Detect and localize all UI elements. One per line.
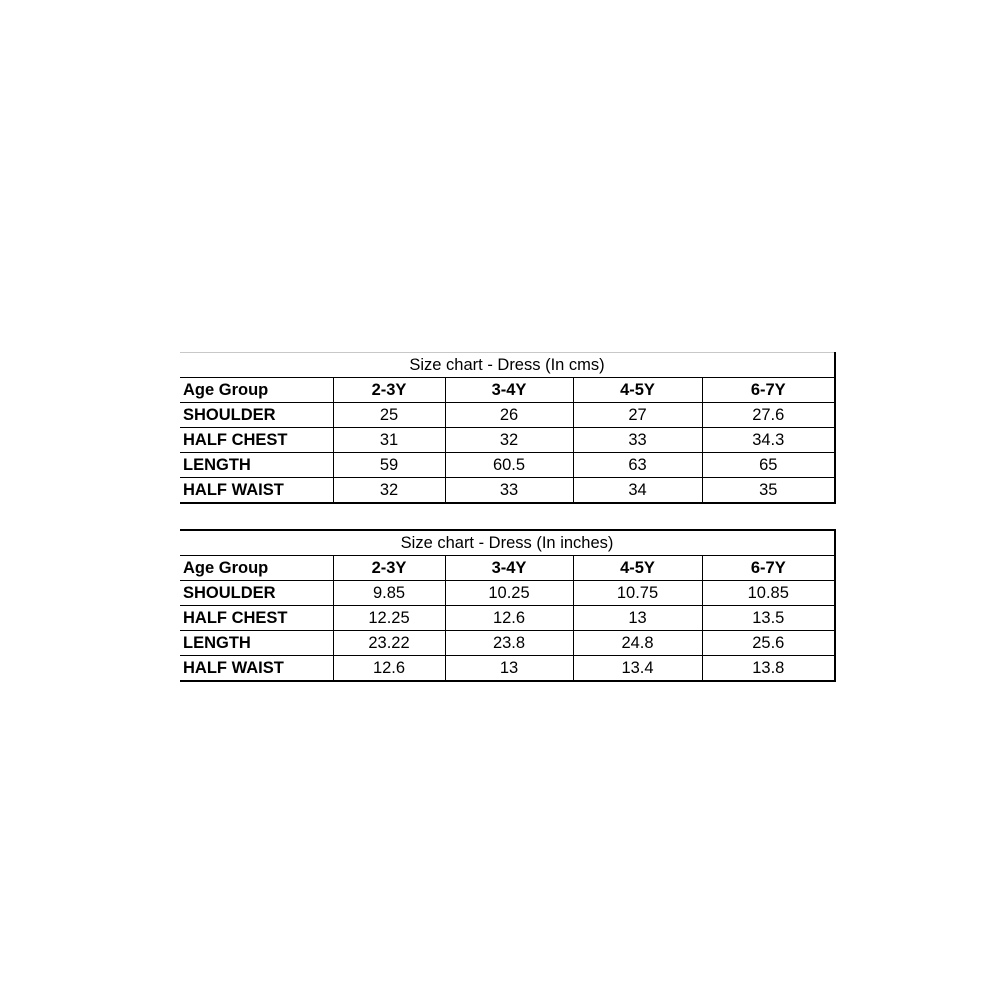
row-label: HALF CHEST: [180, 428, 333, 453]
header-age-group: Age Group: [180, 378, 333, 403]
header-size-3-4y: 3-4Y: [445, 378, 573, 403]
table-cell: 13: [573, 606, 702, 631]
table-cell: 9.85: [333, 581, 445, 606]
table-row-length: [180, 631, 835, 656]
table-cell: 24.8: [573, 631, 702, 656]
table-cell: 34: [573, 478, 702, 504]
table-cell: 10.85: [702, 581, 835, 606]
size-chart-inches-table: [180, 529, 836, 682]
table-row-half-chest: [180, 428, 835, 453]
table-cell: 31: [333, 428, 445, 453]
header-size-6-7y: 6-7Y: [702, 378, 835, 403]
table-cell: 63: [573, 453, 702, 478]
table-cell: 13.8: [702, 656, 835, 682]
table-cell: 33: [445, 478, 573, 504]
table-cell: 12.6: [445, 606, 573, 631]
table-cell: 60.5: [445, 453, 573, 478]
table-cell: 34.3: [702, 428, 835, 453]
table-cell: 25.6: [702, 631, 835, 656]
table-header-row: [180, 556, 835, 581]
table-cell: 23.8: [445, 631, 573, 656]
row-label: LENGTH: [180, 453, 333, 478]
header-size-2-3y: 2-3Y: [333, 378, 445, 403]
size-chart-cms-table: [180, 352, 836, 504]
table-row-shoulder: [180, 403, 835, 428]
table-cell: 65: [702, 453, 835, 478]
table-row-shoulder: [180, 581, 835, 606]
row-label: HALF WAIST: [180, 478, 333, 504]
table-caption-row: [180, 530, 835, 556]
table-cell: 10.25: [445, 581, 573, 606]
table-cell: 12.6: [333, 656, 445, 682]
table-row-half-waist: [180, 656, 835, 682]
table-cell: 12.25: [333, 606, 445, 631]
table-caption: Size chart - Dress (In inches): [180, 530, 835, 556]
header-size-3-4y: 3-4Y: [445, 556, 573, 581]
row-label: HALF WAIST: [180, 656, 333, 682]
table-cell: 32: [445, 428, 573, 453]
header-size-6-7y: 6-7Y: [702, 556, 835, 581]
table-cell: 33: [573, 428, 702, 453]
table-cell: 25: [333, 403, 445, 428]
table-header-row: [180, 378, 835, 403]
table-cell: 27: [573, 403, 702, 428]
table-cell: 13.5: [702, 606, 835, 631]
header-age-group: Age Group: [180, 556, 333, 581]
table-row-half-waist: [180, 478, 835, 504]
table-cell: 27.6: [702, 403, 835, 428]
table-cell: 32: [333, 478, 445, 504]
table-cell: 13: [445, 656, 573, 682]
row-label: LENGTH: [180, 631, 333, 656]
table-cell: 10.75: [573, 581, 702, 606]
table-caption-row: [180, 353, 835, 378]
table-cell: 13.4: [573, 656, 702, 682]
table-cell: 26: [445, 403, 573, 428]
header-size-4-5y: 4-5Y: [573, 556, 702, 581]
table-row-length: [180, 453, 835, 478]
table-cell: 23.22: [333, 631, 445, 656]
table-caption: Size chart - Dress (In cms): [180, 353, 835, 378]
row-label: HALF CHEST: [180, 606, 333, 631]
table-cell: 35: [702, 478, 835, 504]
table-row-half-chest: [180, 606, 835, 631]
row-label: SHOULDER: [180, 403, 333, 428]
header-size-4-5y: 4-5Y: [573, 378, 702, 403]
table-cell: 59: [333, 453, 445, 478]
row-label: SHOULDER: [180, 581, 333, 606]
header-size-2-3y: 2-3Y: [333, 556, 445, 581]
